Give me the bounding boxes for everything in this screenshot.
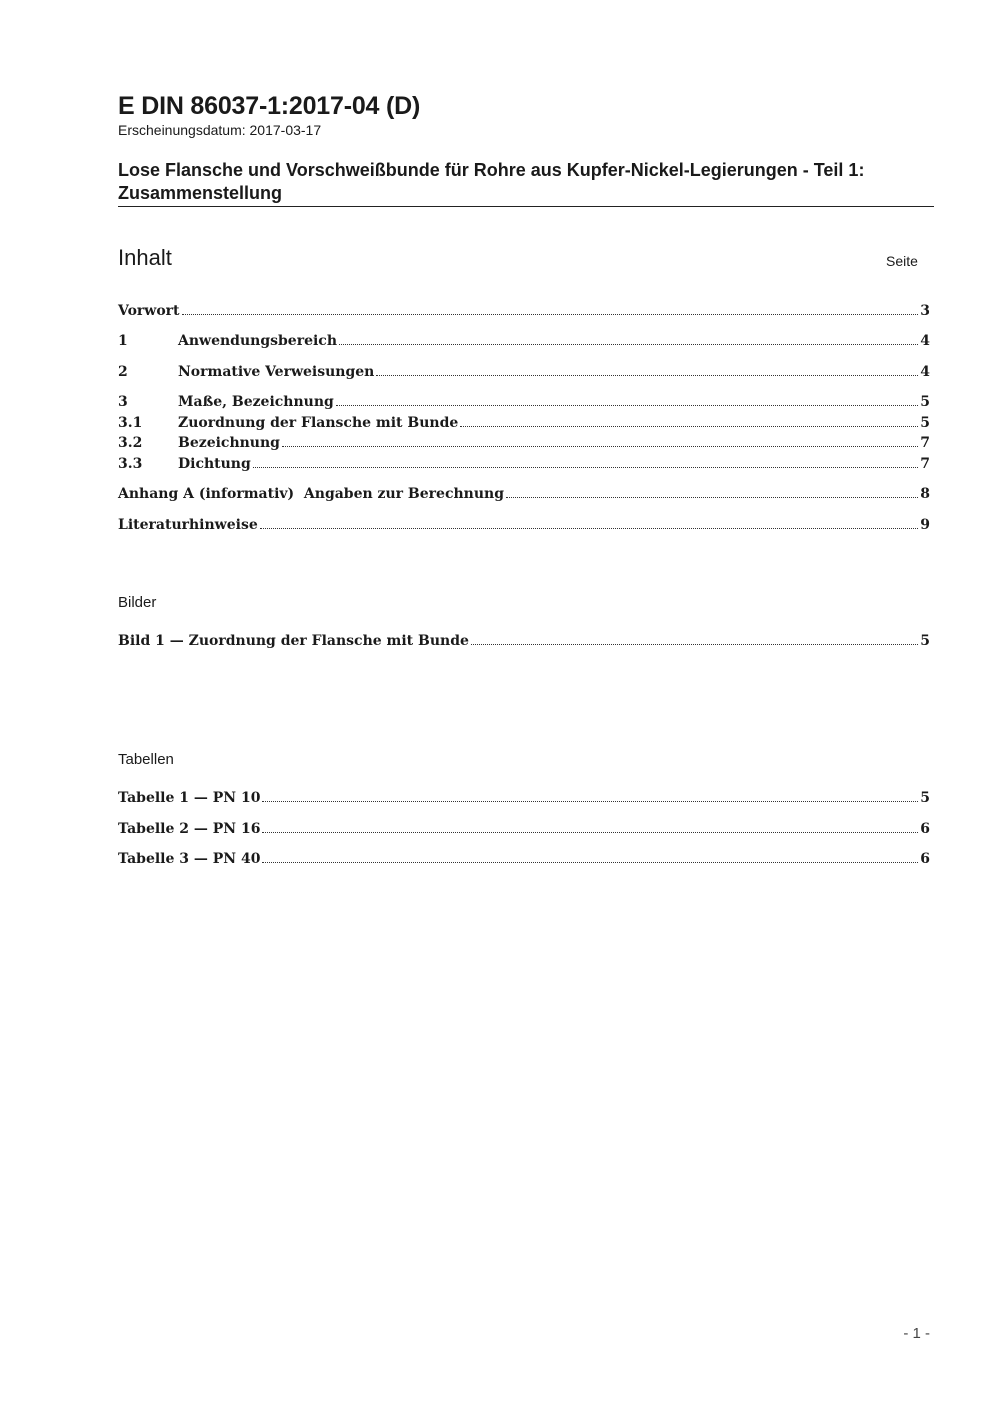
table-entry-label: Tabelle 2 — PN 16 xyxy=(118,821,261,837)
toc-entry-literaturhinweise[interactable] xyxy=(118,517,930,535)
toc-entry-page: 9 xyxy=(920,517,930,533)
toc-entry-3-3[interactable] xyxy=(118,456,930,474)
toc-entry-number: 3.2 xyxy=(118,435,143,451)
page-column-label: Seite xyxy=(886,253,918,269)
table-entry-2[interactable] xyxy=(118,821,930,839)
toc-entry-vorwort[interactable] xyxy=(118,303,930,321)
toc-entry-label: Normative Verweisungen xyxy=(178,364,375,380)
toc-entry-number: 2 xyxy=(118,364,128,380)
toc-entry-number: 1 xyxy=(118,333,128,349)
toc-entry-1[interactable] xyxy=(118,333,930,351)
leader-dots xyxy=(460,415,918,427)
leader-dots xyxy=(260,517,919,529)
toc-entry-anhang-a[interactable] xyxy=(118,486,930,504)
toc-entry-page: 4 xyxy=(920,364,930,380)
table-entry-label: Tabelle 1 — PN 10 xyxy=(118,790,261,806)
toc-entry-2[interactable] xyxy=(118,364,930,382)
toc-entry-label: Dichtung xyxy=(178,456,251,472)
leader-dots xyxy=(262,851,918,863)
toc-entry-page: 7 xyxy=(920,435,930,451)
toc-entry-page: 4 xyxy=(920,333,930,349)
toc-entry-number: 3.3 xyxy=(118,456,143,472)
toc-entry-page: 5 xyxy=(920,415,930,431)
table-entry-1[interactable] xyxy=(118,790,930,808)
toc-entry-page: 8 xyxy=(920,486,930,502)
title-divider xyxy=(118,206,934,207)
leader-dots xyxy=(262,790,918,802)
toc-entry-label: Vorwort xyxy=(118,303,180,319)
figure-entry-1[interactable] xyxy=(118,633,930,651)
toc-entry-label: Bezeichnung xyxy=(178,435,280,451)
leader-dots xyxy=(336,394,918,406)
toc-heading: Inhalt xyxy=(118,245,172,270)
toc-entry-label: Anhang A (informativ) Angaben zur Berechnung xyxy=(118,486,504,502)
figure-entry-label: Bild 1 — Zuordnung der Flansche mit Bunde xyxy=(118,633,469,649)
toc-entry-3[interactable] xyxy=(118,394,930,412)
toc-entry-label: Maße, Bezeichnung xyxy=(178,394,334,410)
table-entry-page: 6 xyxy=(920,851,930,867)
leader-dots xyxy=(376,364,918,376)
toc-entry-3-2[interactable] xyxy=(118,435,930,453)
leader-dots xyxy=(471,633,918,645)
document-title: Lose Flansche und Vorschweißbunde für Rohre aus Kupfer-Nickel-Legierungen - Teil 1: Zusammenstellung xyxy=(118,160,865,203)
toc-entry-label: Literaturhinweise xyxy=(118,517,258,533)
toc-entry-label: Anwendungsbereich xyxy=(178,333,337,349)
toc-entry-number: 3 xyxy=(118,394,128,410)
leader-dots xyxy=(506,486,918,498)
leader-dots xyxy=(339,333,918,345)
toc-entry-page: 3 xyxy=(920,303,930,319)
document-id: E DIN 86037-1:2017-04 (D) xyxy=(118,92,421,120)
table-entry-label: Tabelle 3 — PN 40 xyxy=(118,851,261,867)
toc-entry-page: 7 xyxy=(920,456,930,472)
table-entry-page: 6 xyxy=(920,821,930,837)
toc-entry-number: 3.1 xyxy=(118,415,143,431)
toc-entry-label: Zuordnung der Flansche mit Bunde xyxy=(178,415,459,431)
page-number: - 1 - xyxy=(903,1325,930,1342)
leader-dots xyxy=(182,303,919,315)
leader-dots xyxy=(253,456,918,468)
tables-heading: Tabellen xyxy=(118,751,174,768)
table-entry-3[interactable] xyxy=(118,851,930,869)
figure-entry-page: 5 xyxy=(920,633,930,649)
figures-heading: Bilder xyxy=(118,594,157,611)
leader-dots xyxy=(282,435,918,447)
leader-dots xyxy=(262,821,918,833)
toc-entry-page: 5 xyxy=(920,394,930,410)
toc-entry-3-1[interactable] xyxy=(118,415,930,433)
table-entry-page: 5 xyxy=(920,790,930,806)
publication-date: Erscheinungsdatum: 2017-03-17 xyxy=(118,122,322,138)
